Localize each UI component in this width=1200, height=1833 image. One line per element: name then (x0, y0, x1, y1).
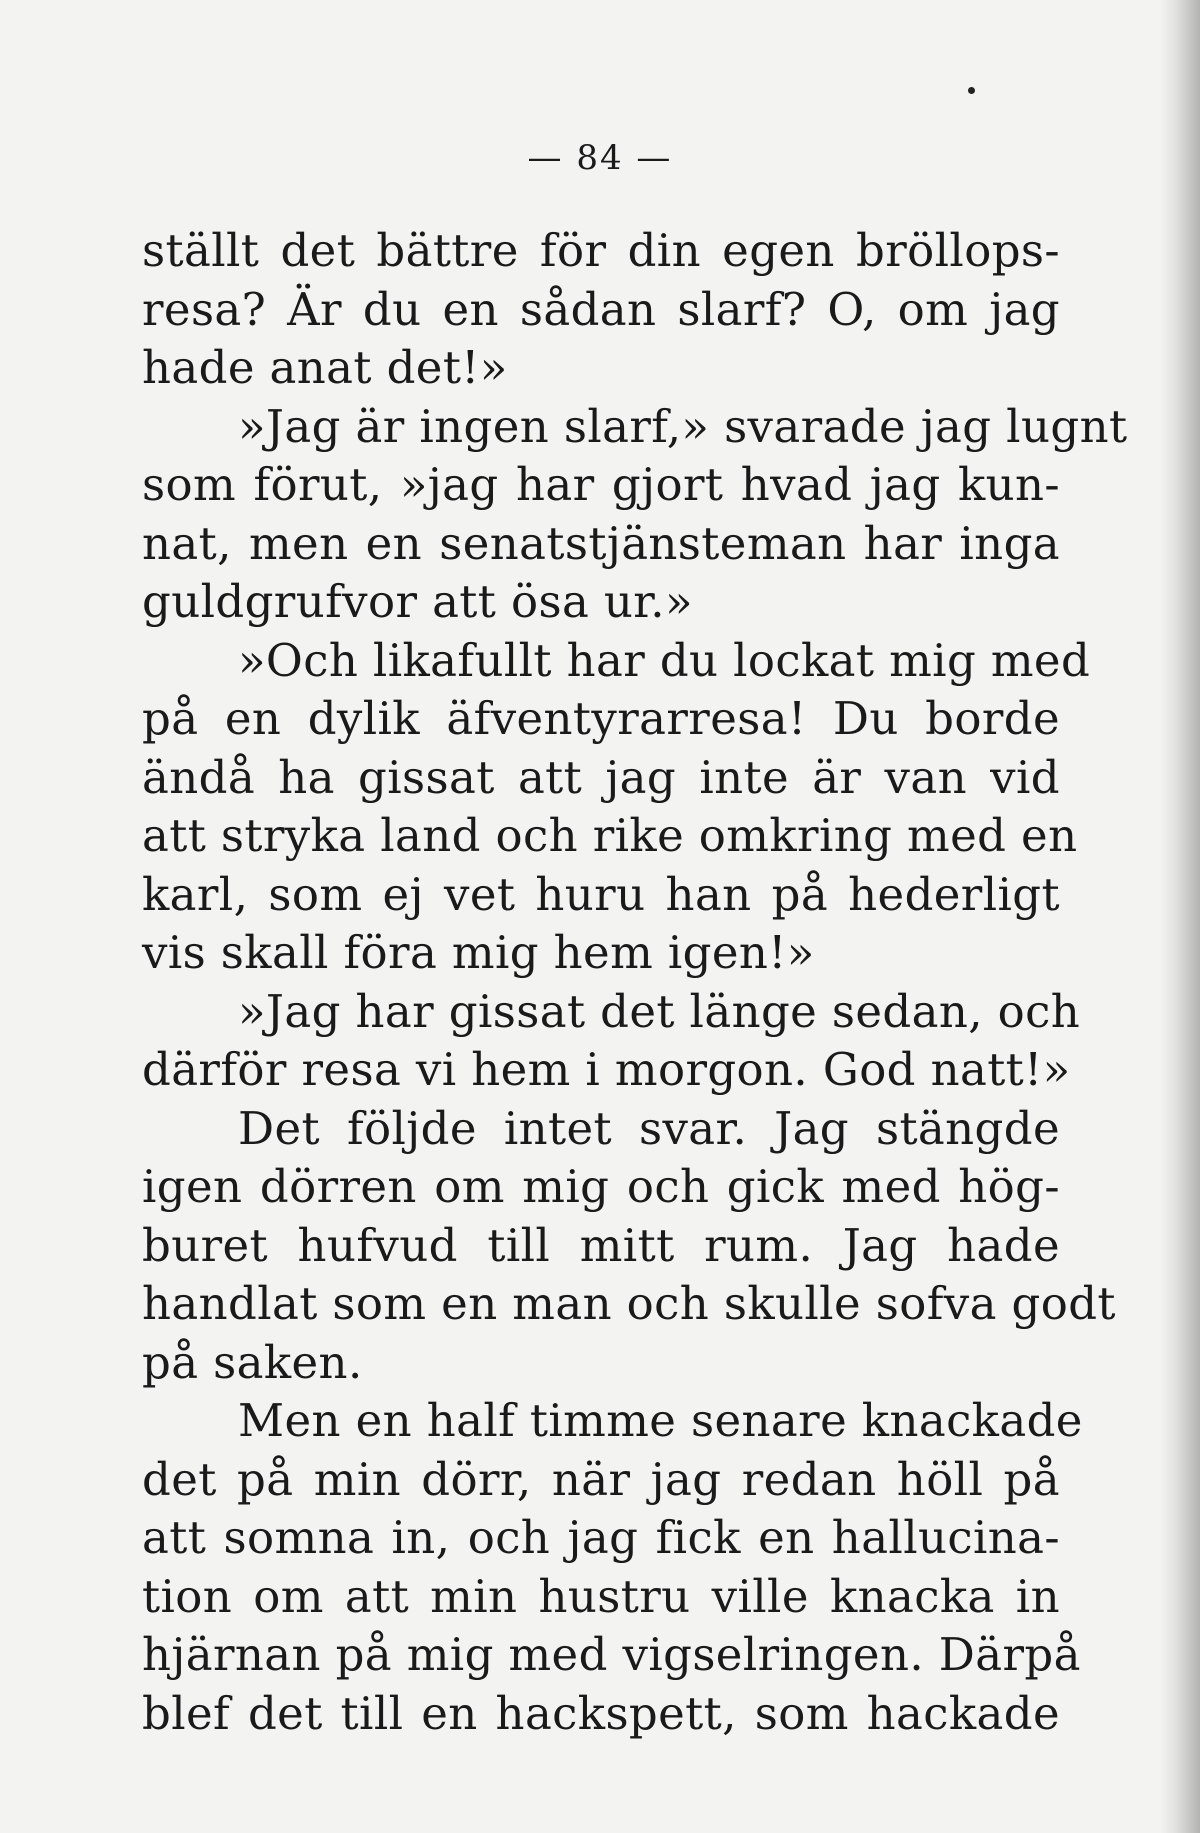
text-line: hade anat det!» (142, 341, 508, 394)
text-line: ställt det bättre för din egen bröllops- (142, 224, 1060, 277)
text-line: blef det till en hackspett, som hackade (142, 1686, 1060, 1740)
text-line: på en dylik äfventyrarresa! Du borde (142, 692, 1060, 745)
text-line: guldgrufvor att ösa ur.» (142, 575, 693, 628)
text-line: Det följde intet svar. Jag stängde (238, 1101, 1060, 1155)
text-line: tion om att min hustru ville knacka in (142, 1569, 1060, 1623)
text-line: karl, som ej vet huru han på hederligt (142, 867, 1060, 921)
text-line: igen dörren om mig och gick med hög- (142, 1160, 1060, 1213)
text-line: buret hufvud till mitt rum. Jag hade (142, 1218, 1060, 1272)
text-line: det på min dörr, när jag redan höll på (142, 1452, 1060, 1506)
text-line: vis skall föra mig hem igen!» (142, 926, 815, 979)
text-line: »Jag har gissat det länge sedan, och (238, 984, 1081, 1038)
print-speck (968, 87, 975, 94)
text-line: nat, men en senatstjänsteman har inga (142, 516, 1060, 570)
text-line: »Och likafullt har du lockat mig med (238, 633, 1091, 687)
text-line: som förut, »jag har gjort hvad jag kun- (142, 458, 1060, 511)
text-line: Men en half timme senare knackade (238, 1394, 1083, 1447)
page-edge-shadow (1160, 0, 1200, 1833)
text-line: hjärnan på mig med vigselringen. Därpå (142, 1628, 1081, 1681)
text-line: handlat som en man och skulle sofva godt (142, 1277, 1116, 1330)
text-line: ändå ha gissat att jag inte är van vid (142, 750, 1060, 804)
text-line: på saken. (142, 1335, 363, 1389)
text-line: »Jag är ingen slarf,» svarade jag lugnt (238, 399, 1128, 453)
text-line: att stryka land och rike omkring med en (142, 809, 1078, 862)
text-line: att somna in, och jag fick en hallucina- (142, 1511, 1060, 1564)
body-text (142, 222, 1128, 1743)
page-number: — 84 — (527, 138, 673, 178)
text-line: därför resa vi hem i morgon. God natt!» (142, 1043, 1071, 1096)
text-line: resa? Är du en sådan slarf? O, om jag (142, 282, 1060, 336)
